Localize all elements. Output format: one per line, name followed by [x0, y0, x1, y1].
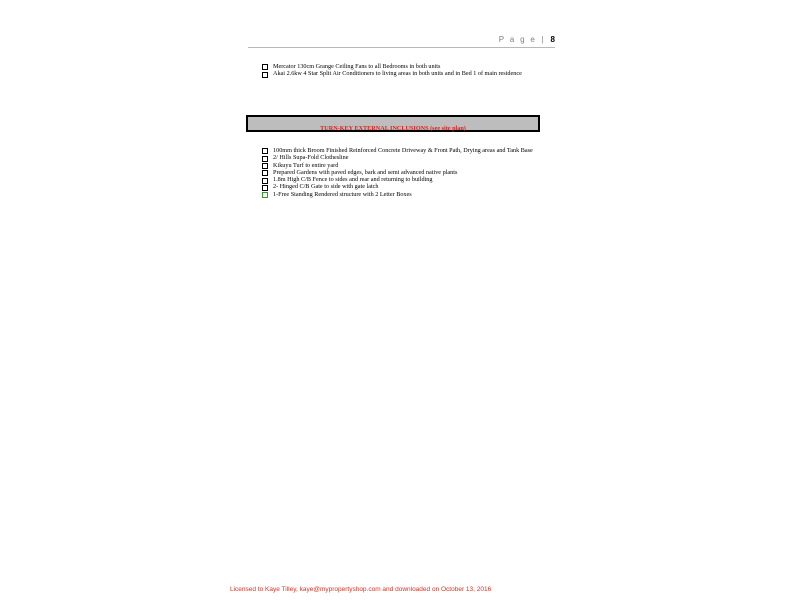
list-item [262, 183, 562, 190]
list-item-text: 100mm thick Broom Finished Reinforced Concrete Driveway & Front Path, Drying areas and Tank Base [273, 147, 533, 154]
external-inclusions-list [262, 147, 562, 198]
checkbox-icon [262, 72, 268, 78]
list-item [262, 147, 562, 154]
page-separator: | [541, 35, 546, 44]
list-item-text: Mercator 130cm Grange Ceiling Fans to all Bedrooms in both units [273, 63, 441, 70]
page-number: 8 [550, 35, 555, 44]
list-item [262, 70, 562, 77]
list-item-text: 2/ Hills Supa-Fold Clothesline [273, 154, 349, 162]
interior-inclusions-list [262, 63, 562, 78]
checkbox-icon [262, 192, 268, 198]
list-item-text: 1-Free Standing Rendered structure with 2 Letter Boxes [273, 190, 412, 198]
list-item [262, 162, 562, 169]
list-item [262, 176, 562, 183]
list-item [262, 63, 562, 70]
list-item-text: 1.8m High C/B Fence to sides and rear and returning to building [273, 176, 433, 184]
section-heading-banner [246, 115, 540, 132]
license-footer: Licensed to Kaye Tilley, kaye@mypropertyshop.com and downloaded on October 13, 2016 [230, 586, 492, 593]
list-item [262, 169, 562, 176]
list-item-text: 2- Hinged C/B Gate to side with gate latch [273, 183, 379, 191]
page-number-label [499, 35, 555, 44]
section-heading: TURN-KEY EXTERNAL INCLUSIONS (see site plan) [320, 125, 466, 132]
page-header [248, 36, 555, 48]
list-item [262, 191, 562, 198]
page-word: P a g e [498, 35, 537, 44]
list-item-text: Kikuyu Turf to entire yard [273, 161, 339, 169]
list-item [262, 154, 562, 161]
list-item-text: Prepared Gardens with paved edges, bark and semi advanced native plants [273, 168, 458, 176]
list-item-text: Akai 2.6kw 4 Star Split Air Conditioners to living areas in both units and in Bed 1 of main residence [273, 70, 522, 78]
